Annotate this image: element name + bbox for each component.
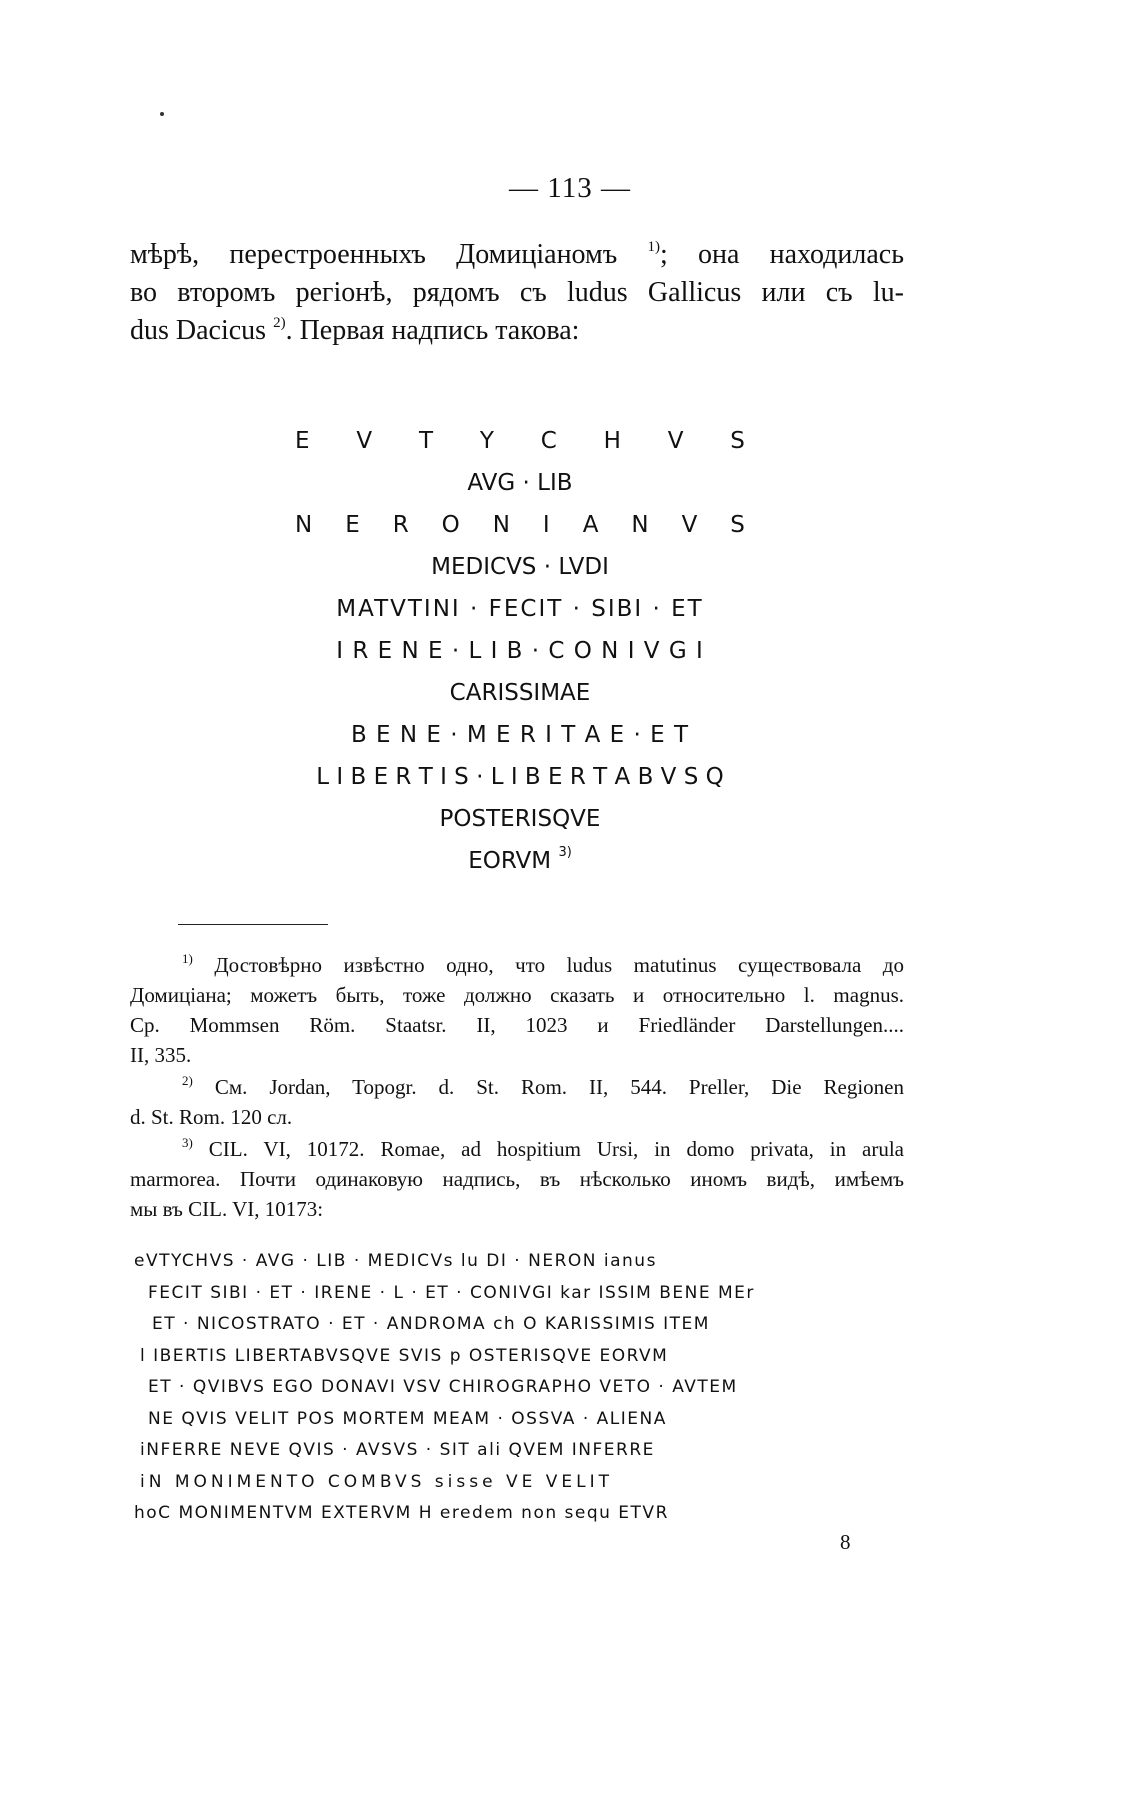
body-line-3: dus Dacicus $^{2)}$. Первая надпись такова:: [130, 315, 580, 346]
body-paragraph: [130, 236, 904, 350]
body-line-2: во второмъ регіонѣ, рядомъ съ ludus Gallicus или съ lu-: [130, 277, 904, 308]
inscription-line-8: B E N E · M E R I T A E · E T: [350, 722, 690, 748]
inscription-line-7: CARISSIMAE: [449, 680, 591, 706]
footnote-2-mark: 2): [182, 1073, 193, 1088]
footnote-3-line-1: $^{3)}$ CIL. VI, 10172. Romae, ad hospitium Ursi, in domo privata, in arula: [182, 1135, 905, 1161]
footnote-3-line-2: marmorea. Почти одинаковую надпись, въ нѣсколько иномъ видѣ, имѣемъ: [130, 1167, 904, 1191]
footnote-1-line-4: II, 335.: [130, 1043, 192, 1067]
inscription-variant-line-1: eVTYCHVS · AVG · LIB · MEDICVs lu DI · NERON ianus: [134, 1251, 657, 1271]
footnote-1-line-3: Ср. Mommsen Röm. Staatsr. II, 1023 и Friedländer Darstellungen....: [130, 1013, 904, 1037]
inscription-variant-line-5: ET · QVIBVS EGO DONAVI VSV CHIROGRAPHO VETO · AVTEM: [148, 1377, 738, 1397]
inscription-line-11: EORVM $^{3)}$: [468, 845, 572, 874]
footnote-2-line-1: $^{2)}$ См. Jordan, Topogr. d. St. Rom. II, 544. Preller, Die Regionen: [182, 1073, 905, 1099]
signature-mark: 8: [840, 1530, 851, 1554]
footnote-3: [130, 1134, 904, 1224]
inscription-line-2: AVG · LIB: [467, 470, 573, 496]
footnote-1-line-1: $^{1)}$ Достовѣрно извѣстно одно, что ludus matutinus существовала до: [182, 951, 904, 977]
footnote-1: [130, 950, 904, 1070]
inscription-variant-line-2: FECIT SIBI · ET · IRENE · L · ET · CONIVGI kar ISSIM BENE MEr: [148, 1282, 755, 1303]
inscription-variant-line-9: hoC MONIMENTVM EXTERVM H eredem non sequ ETVR: [134, 1503, 669, 1523]
footnotes: [130, 950, 904, 1226]
footnote-2: [130, 1072, 904, 1132]
footnote-ref-3[interactable]: 3): [558, 845, 572, 860]
inscription-variant-block: [134, 1246, 834, 1530]
footnote-3-line-3: мы въ CIL. VI, 10173:: [130, 1197, 324, 1221]
inscription-variant-line-4: l IBERTIS LIBERTABVSQVE SVIS p OSTERISQVE EORVM: [140, 1345, 669, 1366]
inscription-line-1: E V T Y C H V S: [295, 428, 745, 454]
page-number: — 113 —: [509, 172, 631, 204]
inscription-line-5: MATVTINI · FECIT · SIBI · ET: [336, 596, 704, 622]
inscription-block: [295, 420, 745, 882]
footnote-2-line-2: d. St. Rom. 120 сл.: [130, 1105, 293, 1129]
footnote-1-mark: 1): [182, 951, 193, 966]
inscription-line-3: N E R O N I A N V S: [295, 512, 745, 538]
footnote-divider: [178, 924, 328, 925]
footnote-ref-1[interactable]: 1): [647, 239, 660, 255]
print-speck: [160, 112, 164, 116]
inscription-variant-line-6: NE QVIS VELIT POS MORTEM MEAM · OSSVA · ALIENA: [148, 1408, 667, 1429]
inscription-line-4: MEDICVS · LVDI: [431, 554, 609, 580]
footnote-ref-2[interactable]: 2): [273, 315, 286, 331]
inscription-variant-line-3: ET · NICOSTRATO · ET · ANDROMA ch O KARISSIMIS ITEM: [152, 1314, 710, 1334]
footnote-1-line-2: Домиціана; можетъ быть, тоже должно сказать и относительно l. magnus.: [130, 983, 904, 1007]
inscription-line-10: POSTERISQVE: [439, 806, 601, 832]
inscription-variant-line-8: iN MONIMENTO COMBVS sisse VE VELIT: [140, 1471, 613, 1492]
footnote-3-mark: 3): [182, 1135, 193, 1150]
inscription-line-6: I R E N E · L I B · C O N I V G I: [336, 638, 704, 664]
body-line-1: мѣрѣ, перестроенныхъ Домиціаномъ $^{1)}$; она находилась: [130, 239, 904, 270]
inscription-variant-line-7: iNFERRE NEVE QVIS · AVSVS · SIT ali QVEM INFERRE: [140, 1440, 655, 1460]
inscription-line-9: L I B E R T I S · L I B E R T A B V S Q: [316, 764, 724, 790]
